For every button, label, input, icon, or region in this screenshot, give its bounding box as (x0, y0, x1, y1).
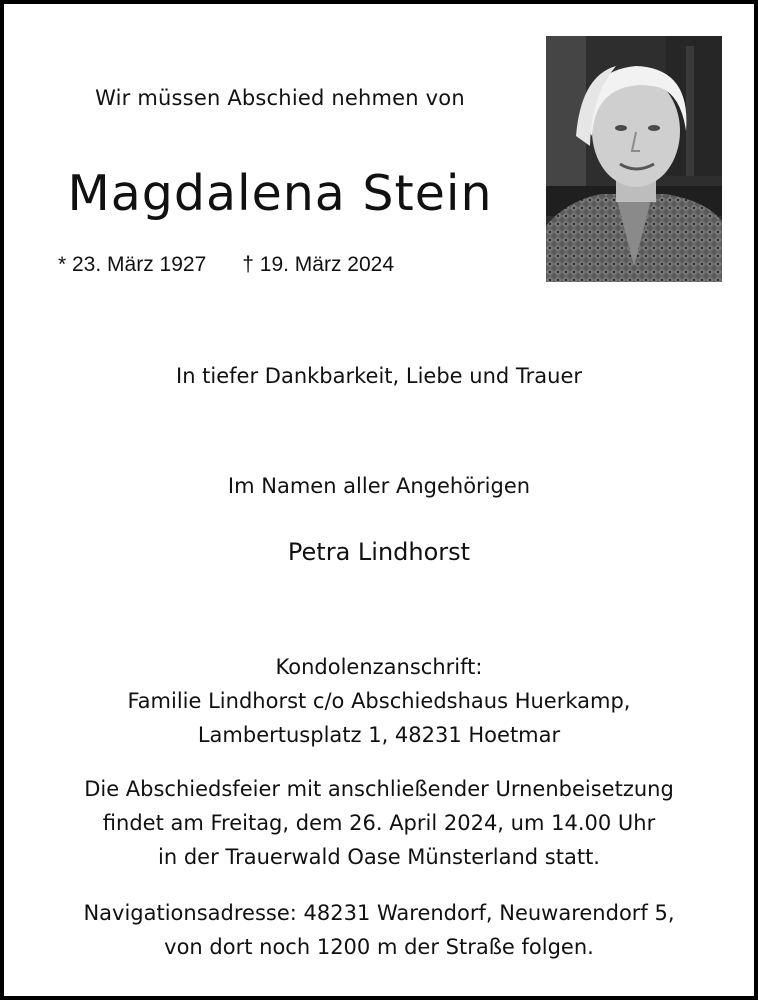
ceremony-line-3: in der Trauerwald Oase Münsterland statt. (158, 845, 600, 869)
life-dates (58, 253, 394, 277)
death-date: † 19. März 2024 (242, 253, 395, 276)
intro-text: Wir müssen Abschied nehmen von (95, 86, 465, 110)
condolence-line-2: Lambertusplatz 1, 48231 Hoetmar (197, 723, 561, 747)
condolence-heading: Kondolenzanschrift: (275, 655, 483, 679)
navigation-info (0, 896, 758, 964)
condolence-line-1: Familie Lindhorst c/o Abschiedshaus Huerkamp, (127, 689, 631, 713)
deceased-name: Magdalena Stein (67, 165, 493, 222)
on-behalf-text: Im Namen aller Angehörigen (227, 474, 531, 498)
ceremony-line-1: Die Abschiedsfeier mit anschließender Urnenbeisetzung (84, 777, 674, 801)
ceremony-line-2: findet am Freitag, dem 26. April 2024, um 14.00 Uhr (102, 811, 656, 835)
ceremony-info (0, 772, 758, 874)
signer-name: Petra Lindhorst (287, 538, 471, 566)
condolence-address (0, 650, 758, 752)
navigation-line-2: von dort noch 1200 m der Straße folgen. (164, 935, 594, 959)
tribute-text: In tiefer Dankbarkeit, Liebe und Trauer (176, 364, 582, 388)
portrait-image (546, 36, 722, 282)
birth-date: * 23. März 1927 (58, 253, 207, 276)
navigation-line-1: Navigationsadresse: 48231 Warendorf, Neuwarendorf 5, (83, 901, 675, 925)
portrait-photo (546, 36, 722, 282)
